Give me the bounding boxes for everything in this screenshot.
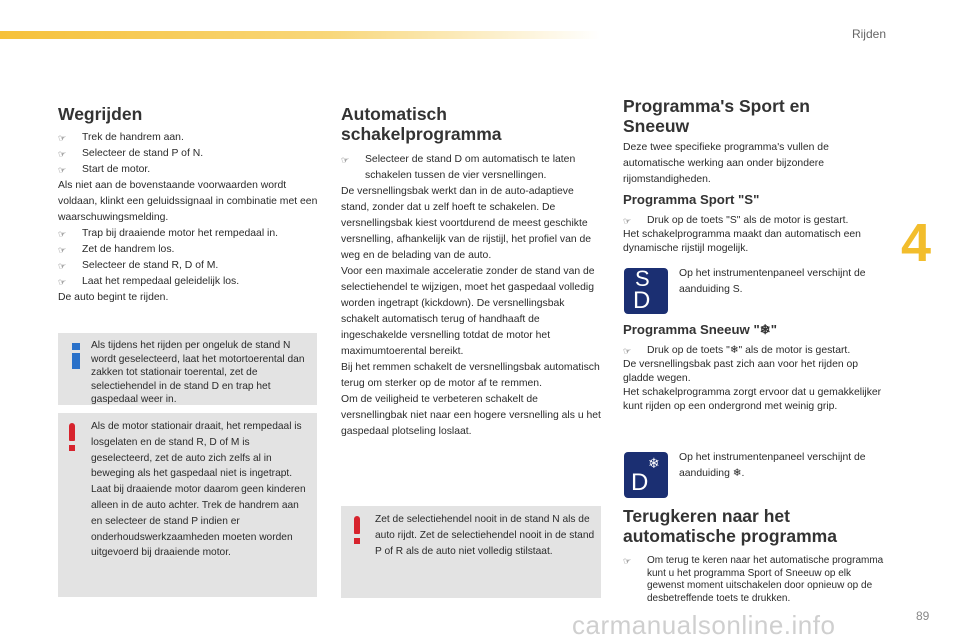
- heading-programmas-line2: Sneeuw: [623, 116, 690, 136]
- warning-text: Zet de selectiehendel nooit in de stand N als de auto rijdt. Zet de selectiehendel nooit in de stand P of R als de auto niet volledig stilstaat.: [375, 514, 595, 557]
- bullet-icon: ☞: [58, 149, 67, 159]
- heading-terugkeren-line2: automatische programma: [623, 526, 837, 546]
- list-item: ☞ Trek de handrem aan.: [58, 130, 318, 146]
- warning-icon: [353, 516, 361, 544]
- column-sneeuw: [623, 322, 885, 414]
- warning-text: Als de motor stationair draait, het rempedaal is losgelaten en de stand R, D of M is geselecteerd, zet de auto zich zelfs al in beweging als het gaspedaal niet is ingetrapt. Laat bij draaiende motor daarom geen kinderen alleen in de auto achter. Trek de handrem aan en selecteer de stand P indien er onderhoudswerkzaamheden moeten worden uitgevoerd bij draaiende motor.: [91, 421, 306, 559]
- paragraph: Het schakelprogramma zorgt ervoor dat u gemakkelijker kunt rijden op een ondergrond met weinig grip.: [623, 387, 882, 412]
- paragraph: Voor een maximale acceleratie zonder de stand van de selectiehendel te wijzigen, moet het gaspedaal volledig worden ingetrapt (kickdown). De versnellingsbak schakelt automatisch terug of handhaaft de ingeschakelde versnelling totdat de motor het maximumtoerental bereikt.: [341, 266, 595, 357]
- bullet-icon: ☞: [341, 155, 350, 165]
- bullet-icon: ☞: [58, 165, 67, 175]
- snow-mode-icon: ❄: [648, 455, 660, 471]
- column-programmas: [623, 96, 885, 256]
- sport-display-text: Op het instrumentenpaneel verschijnt de aanduiding S.: [679, 268, 866, 295]
- paragraph: De versnellingsbak past zich aan voor het rijden op gladde wegen.: [623, 359, 859, 384]
- bullet-icon: ☞: [623, 216, 632, 226]
- info-box: [58, 333, 317, 405]
- heading-sneeuw: Programma Sneeuw "❄": [623, 322, 778, 337]
- list-item: ☞ Start de motor.: [58, 162, 318, 178]
- bullet-icon: ☞: [58, 229, 67, 239]
- bullet-icon: ☞: [623, 556, 632, 566]
- drive-letter: D: [633, 287, 651, 314]
- heading-terugkeren-line1: Terugkeren naar het: [623, 506, 790, 526]
- list-item: ☞ Selecteer de stand R, D of M.: [58, 258, 318, 274]
- header-accent-bar: [0, 31, 600, 39]
- sport-mode-badge: [624, 268, 668, 314]
- bullet-icon: ☞: [58, 245, 67, 255]
- bullet-icon: ☞: [623, 346, 632, 356]
- snow-mode-badge: [624, 452, 668, 498]
- heading-sport: Programma Sport "S": [623, 192, 760, 207]
- column-terugkeren: [623, 506, 885, 605]
- chapter-number: 4: [901, 213, 932, 273]
- list-item: ☞ Selecteer de stand P of N.: [58, 146, 318, 162]
- paragraph: De auto begint te rijden.: [58, 292, 169, 303]
- paragraph: Bij het remmen schakelt de versnellingsbak automatisch terug om sterker op de motor af te remmen.: [341, 362, 600, 389]
- heading-automatisch-line1: Automatisch: [341, 104, 447, 124]
- heading-automatisch-line2: schakelprogramma: [341, 124, 502, 144]
- heading-programmas-line1: Programma's Sport en: [623, 96, 810, 116]
- heading-wegrijden: Wegrijden: [58, 104, 143, 124]
- list-item: ☞ Zet de handrem los.: [58, 242, 318, 258]
- list-item: ☞ Om terug te keren naar het automatische programma kunt u het programma Sport of Sneeuw op elk gewenst moment uitschakelen door opnieuw op de desbetreffende toets te drukken.: [623, 555, 884, 604]
- info-text: Als tijdens het rijden per ongeluk de stand N wordt geselecteerd, laat het motortoerental dan zakken tot stationair toerental, zet de selectiehendel in de stand D en trap het gaspedaal weer in.: [91, 340, 305, 405]
- warning-box: [58, 413, 317, 597]
- column-wegrijden: [58, 104, 318, 306]
- paragraph: Om de veiligheid te verbeteren schakelt de versnellingbak niet naar een hogere versnelling als u het gaspedaal plotseling loslaat.: [341, 394, 601, 437]
- paragraph: Het schakelprogramma maakt dan automatisch een dynamische rijstijl mogelijk.: [623, 229, 861, 254]
- warning-box: [341, 506, 601, 598]
- snow-display-text: Op het instrumentenpaneel verschijnt de aanduiding ❄.: [679, 452, 866, 479]
- page-number: 89: [916, 609, 930, 623]
- paragraph: De versnellingsbak werkt dan in de auto-adaptieve stand, zonder dat u zelf hoeft te schakelen. De versnellingsbak kiest voortdurend de meest geschikte versnelling, afhankelijk van de rijstijl, het profiel van de weg en de belading van de auto.: [341, 186, 592, 261]
- bullet-icon: ☞: [58, 133, 67, 143]
- footer-watermark: carmanualsonline.info: [572, 610, 836, 640]
- paragraph: Deze twee specifieke programma's vullen de automatische werking aan onder bijzondere rijomstandigheden.: [623, 142, 829, 185]
- info-icon: [70, 343, 82, 371]
- column-automatisch: [341, 104, 601, 440]
- list-item: ☞ Selecteer de stand D om automatisch te laten schakelen tussen de vier versnellingen.: [341, 154, 576, 181]
- list-item: ☞ Trap bij draaiende motor het rempedaal in.: [58, 226, 318, 242]
- paragraph: Als niet aan de bovenstaande voorwaarden wordt voldaan, klinkt een geluidssignaal in combinatie met een waarschuwingsmelding.: [58, 180, 318, 223]
- bullet-icon: ☞: [58, 277, 67, 287]
- list-item: ☞ Druk op de toets "❄" als de motor is gestart.: [623, 345, 851, 356]
- list-item: ☞ Laat het rempedaal geleidelijk los.: [58, 274, 318, 290]
- drive-letter: D: [631, 469, 649, 496]
- sport-mode-letter: S: [635, 266, 650, 291]
- section-title: Rijden: [851, 27, 886, 41]
- warning-icon: [68, 423, 76, 451]
- list-item: ☞ Druk op de toets "S" als de motor is gestart.: [623, 215, 849, 226]
- bullet-icon: ☞: [58, 261, 67, 271]
